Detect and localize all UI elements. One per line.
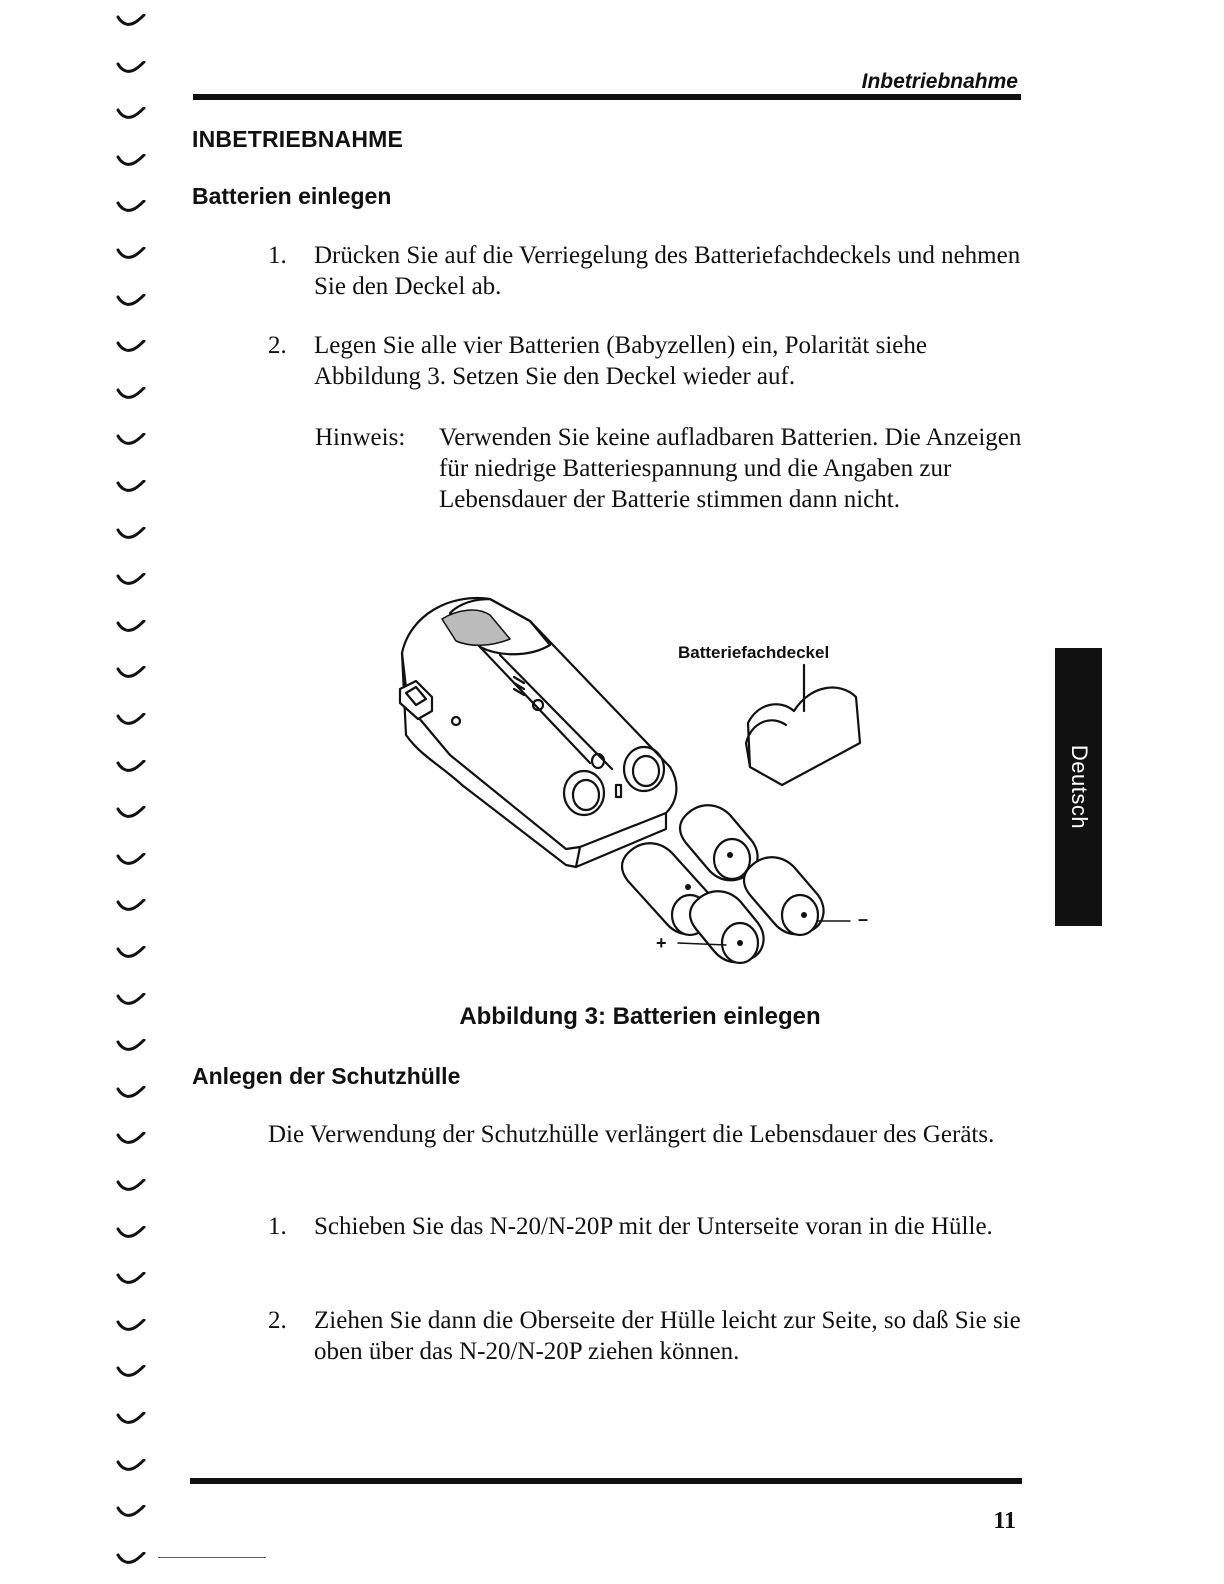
plus-label: + bbox=[656, 933, 667, 953]
battery-3 bbox=[690, 891, 764, 963]
binding-mark bbox=[116, 853, 146, 867]
step-text: Legen Sie alle vier Batterien (Babyzellen) ein, Polarität siehe Abbildung 3. Setzen Sie den Deckel wieder auf. bbox=[314, 332, 927, 390]
battery-figure bbox=[380, 585, 900, 985]
step-number: 2. bbox=[268, 1307, 287, 1334]
binding-mark bbox=[116, 946, 146, 960]
binding-mark bbox=[116, 806, 146, 820]
binding-mark bbox=[116, 1226, 146, 1240]
binding-mark bbox=[116, 247, 146, 261]
binding-mark bbox=[116, 107, 146, 121]
binding-mark bbox=[116, 480, 146, 494]
binding-mark bbox=[116, 200, 146, 214]
binding-mark bbox=[116, 1086, 146, 1100]
sleeve-intro: Die Verwendung der Schutzhülle verlängert die Lebensdauer des Geräts. bbox=[268, 1121, 995, 1148]
binding-mark bbox=[116, 1505, 146, 1519]
binding-mark bbox=[116, 713, 146, 727]
minus-label: – bbox=[858, 909, 869, 929]
binding-mark bbox=[116, 1459, 146, 1473]
footer-rule bbox=[190, 1478, 1022, 1484]
binding-mark bbox=[116, 433, 146, 447]
binding-marks bbox=[110, 0, 160, 1584]
language-tab-label: Deutsch bbox=[1066, 744, 1092, 830]
binding-mark bbox=[116, 154, 146, 168]
language-tab bbox=[1055, 648, 1102, 926]
binding-mark bbox=[116, 527, 146, 541]
binding-mark bbox=[116, 1365, 146, 1379]
binding-mark bbox=[116, 294, 146, 308]
page-number: 11 bbox=[993, 1508, 1016, 1534]
figure-caption: Abbildung 3: Batterien einlegen bbox=[459, 1003, 821, 1030]
callout-battery-cover: Batteriefachdeckel bbox=[678, 643, 830, 662]
note-label: Hinweis: bbox=[315, 424, 406, 451]
running-header: Inbetriebnahme bbox=[861, 70, 1018, 93]
binding-mark bbox=[116, 1179, 146, 1193]
note-text: Verwenden Sie keine aufladbaren Batterien. Die Anzeigen für niedrige Batteriespannung und die Angaben zur Lebensdauer der Batterie stimmen dann nicht. bbox=[439, 424, 1022, 513]
binding-mark bbox=[116, 1319, 146, 1333]
binding-mark bbox=[116, 620, 146, 634]
step-number: 1. bbox=[268, 1213, 287, 1240]
step-number: 2. bbox=[268, 332, 287, 359]
binding-mark bbox=[116, 666, 146, 680]
binding-mark bbox=[116, 1272, 146, 1286]
heading-batteries: Batterien einlegen bbox=[192, 183, 392, 209]
binding-mark bbox=[116, 899, 146, 913]
binding-mark bbox=[116, 61, 146, 75]
step-text: Drücken Sie auf die Verriegelung des Batteriefachdeckels und nehmen Sie den Deckel ab. bbox=[314, 242, 1021, 300]
binding-mark bbox=[116, 760, 146, 774]
battery-1-terminal bbox=[685, 884, 691, 890]
step-number: 1. bbox=[268, 242, 287, 269]
binding-mark bbox=[116, 573, 146, 587]
battery-2 bbox=[680, 805, 758, 880]
scan-edge-line bbox=[158, 1557, 266, 1558]
binding-mark bbox=[116, 1552, 146, 1566]
section-title: INBETRIEBNAHME bbox=[192, 126, 404, 152]
binding-mark bbox=[116, 14, 146, 28]
step-text: Schieben Sie das N-20/N-20P mit der Unterseite voran in die Hülle. bbox=[314, 1213, 993, 1240]
step-text: Ziehen Sie dann die Oberseite der Hülle leicht zur Seite, so daß Sie sie oben über das N-20/N-20P ziehen können. bbox=[314, 1307, 1021, 1365]
device-body bbox=[402, 598, 676, 849]
binding-mark bbox=[116, 387, 146, 401]
battery-4-terminal bbox=[801, 912, 807, 918]
binding-mark bbox=[116, 1039, 146, 1053]
battery-2-terminal bbox=[727, 852, 733, 858]
battery-3-terminal bbox=[737, 940, 743, 946]
heading-sleeve: Anlegen der Schutzhülle bbox=[192, 1063, 461, 1089]
binding-mark bbox=[116, 1132, 146, 1146]
binding-mark bbox=[116, 340, 146, 354]
binding-mark bbox=[116, 1412, 146, 1426]
header-rule bbox=[193, 94, 1021, 100]
